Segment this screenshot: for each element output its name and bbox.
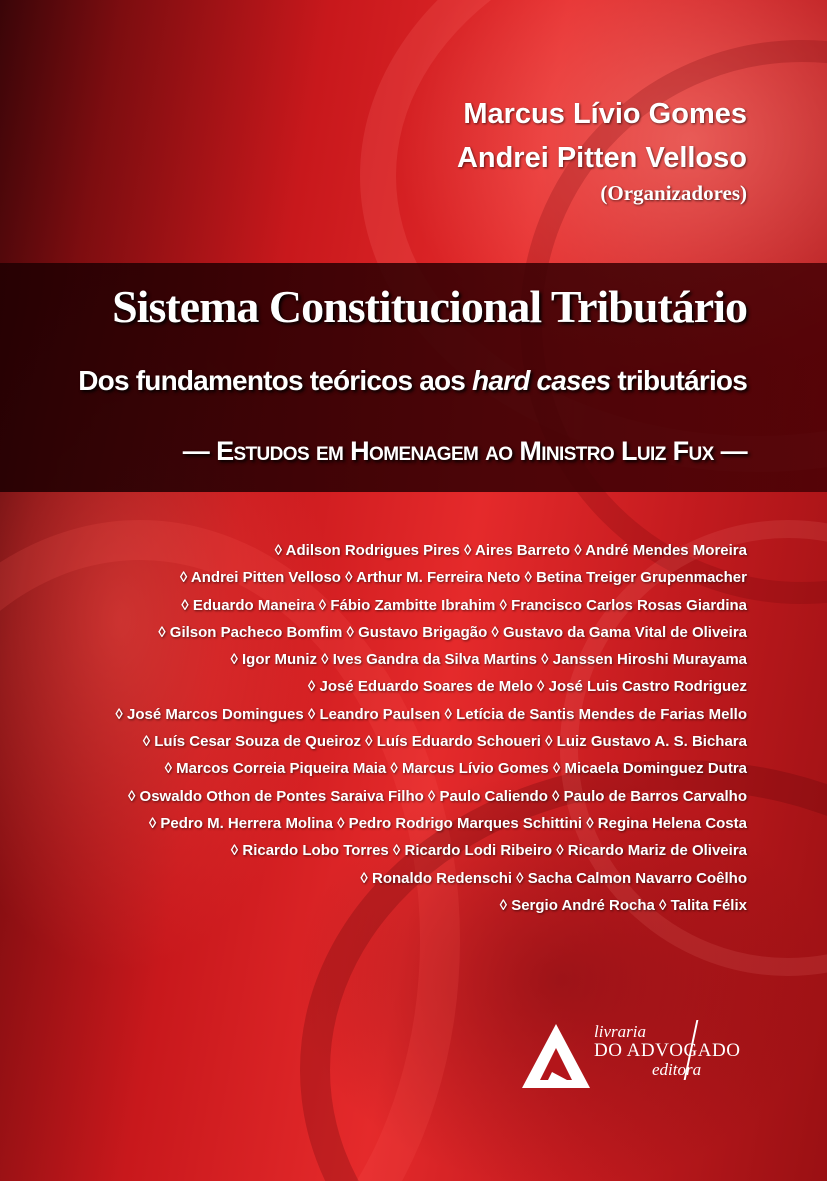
contributors-line: ◊ Eduardo Maneira ◊ Fábio Zambitte Ibrahim ◊ Francisco Carlos Rosas Giardina xyxy=(181,596,747,614)
contributors-line: ◊ Gilson Pacheco Bomfim ◊ Gustavo Brigagão ◊ Gustavo da Gama Vital de Oliveira xyxy=(158,623,747,641)
publisher-line-1: livraria xyxy=(594,1022,646,1041)
publisher-logo xyxy=(522,1022,762,1092)
subtitle-italic: hard cases xyxy=(472,365,611,396)
contributors-line: ◊ Marcos Correia Piqueira Maia ◊ Marcus Lívio Gomes ◊ Micaela Dominguez Dutra xyxy=(164,760,747,778)
contributors-line: ◊ José Marcos Domingues ◊ Leandro Paulsen ◊ Letícia de Santis Mendes de Farias Mello xyxy=(115,705,747,723)
organizers xyxy=(457,92,747,206)
book-title: Sistema Constitucional Tributário xyxy=(112,281,747,332)
contributors-line: ◊ Adilson Rodrigues Pires ◊ Aires Barreto ◊ André Mendes Moreira xyxy=(274,542,747,559)
contributors-line: ◊ Pedro M. Herrera Molina ◊ Pedro Rodrigo Marques Schittini ◊ Regina Helena Costa xyxy=(148,814,747,832)
publisher-line-2: DO ADVOGADO xyxy=(594,1040,741,1061)
contributors-line: ◊ Oswaldo Othon de Pontes Saraiva Filho ◊ Paulo Caliendo ◊ Paulo de Barros Carvalho xyxy=(127,787,747,805)
homage-text: — Estudos em Homenagem ao Ministro Luiz Fux — xyxy=(182,436,747,466)
homage-line xyxy=(183,436,747,467)
book-subtitle xyxy=(78,365,747,397)
contributors-line: ◊ Igor Muniz ◊ Ives Gandra da Silva Martins ◊ Janssen Hiroshi Murayama xyxy=(230,651,747,669)
subtitle-part: tributários xyxy=(610,365,747,396)
contributors-line: ◊ José Eduardo Soares de Melo ◊ José Luis Castro Rodriguez xyxy=(307,678,747,696)
publisher-line-3: editora xyxy=(652,1060,702,1079)
triangle-logo-icon xyxy=(522,1022,592,1090)
contributors-line: ◊ Andrei Pitten Velloso ◊ Arthur M. Ferreira Neto ◊ Betina Treiger Grupenmacher xyxy=(179,569,747,587)
author-name: Marcus Lívio Gomes xyxy=(463,98,747,130)
contributors-list xyxy=(27,537,747,919)
subtitle-part: Dos fundamentos teóricos aos xyxy=(78,365,473,396)
contributors-line: ◊ Ricardo Lobo Torres ◊ Ricardo Lodi Ribeiro ◊ Ricardo Mariz de Oliveira xyxy=(230,842,747,860)
contributors-line: ◊ Sergio André Rocha ◊ Talita Félix xyxy=(499,896,747,914)
contributors-line: ◊ Ronaldo Redenschi ◊ Sacha Calmon Navarro Coêlho xyxy=(360,869,747,887)
contributors-line: ◊ Luís Cesar Souza de Queiroz ◊ Luís Eduardo Schoueri ◊ Luiz Gustavo A. S. Bichara xyxy=(142,733,747,751)
author-name: Andrei Pitten Velloso xyxy=(456,142,747,174)
organizers-role: (Organizadores) xyxy=(600,181,747,205)
